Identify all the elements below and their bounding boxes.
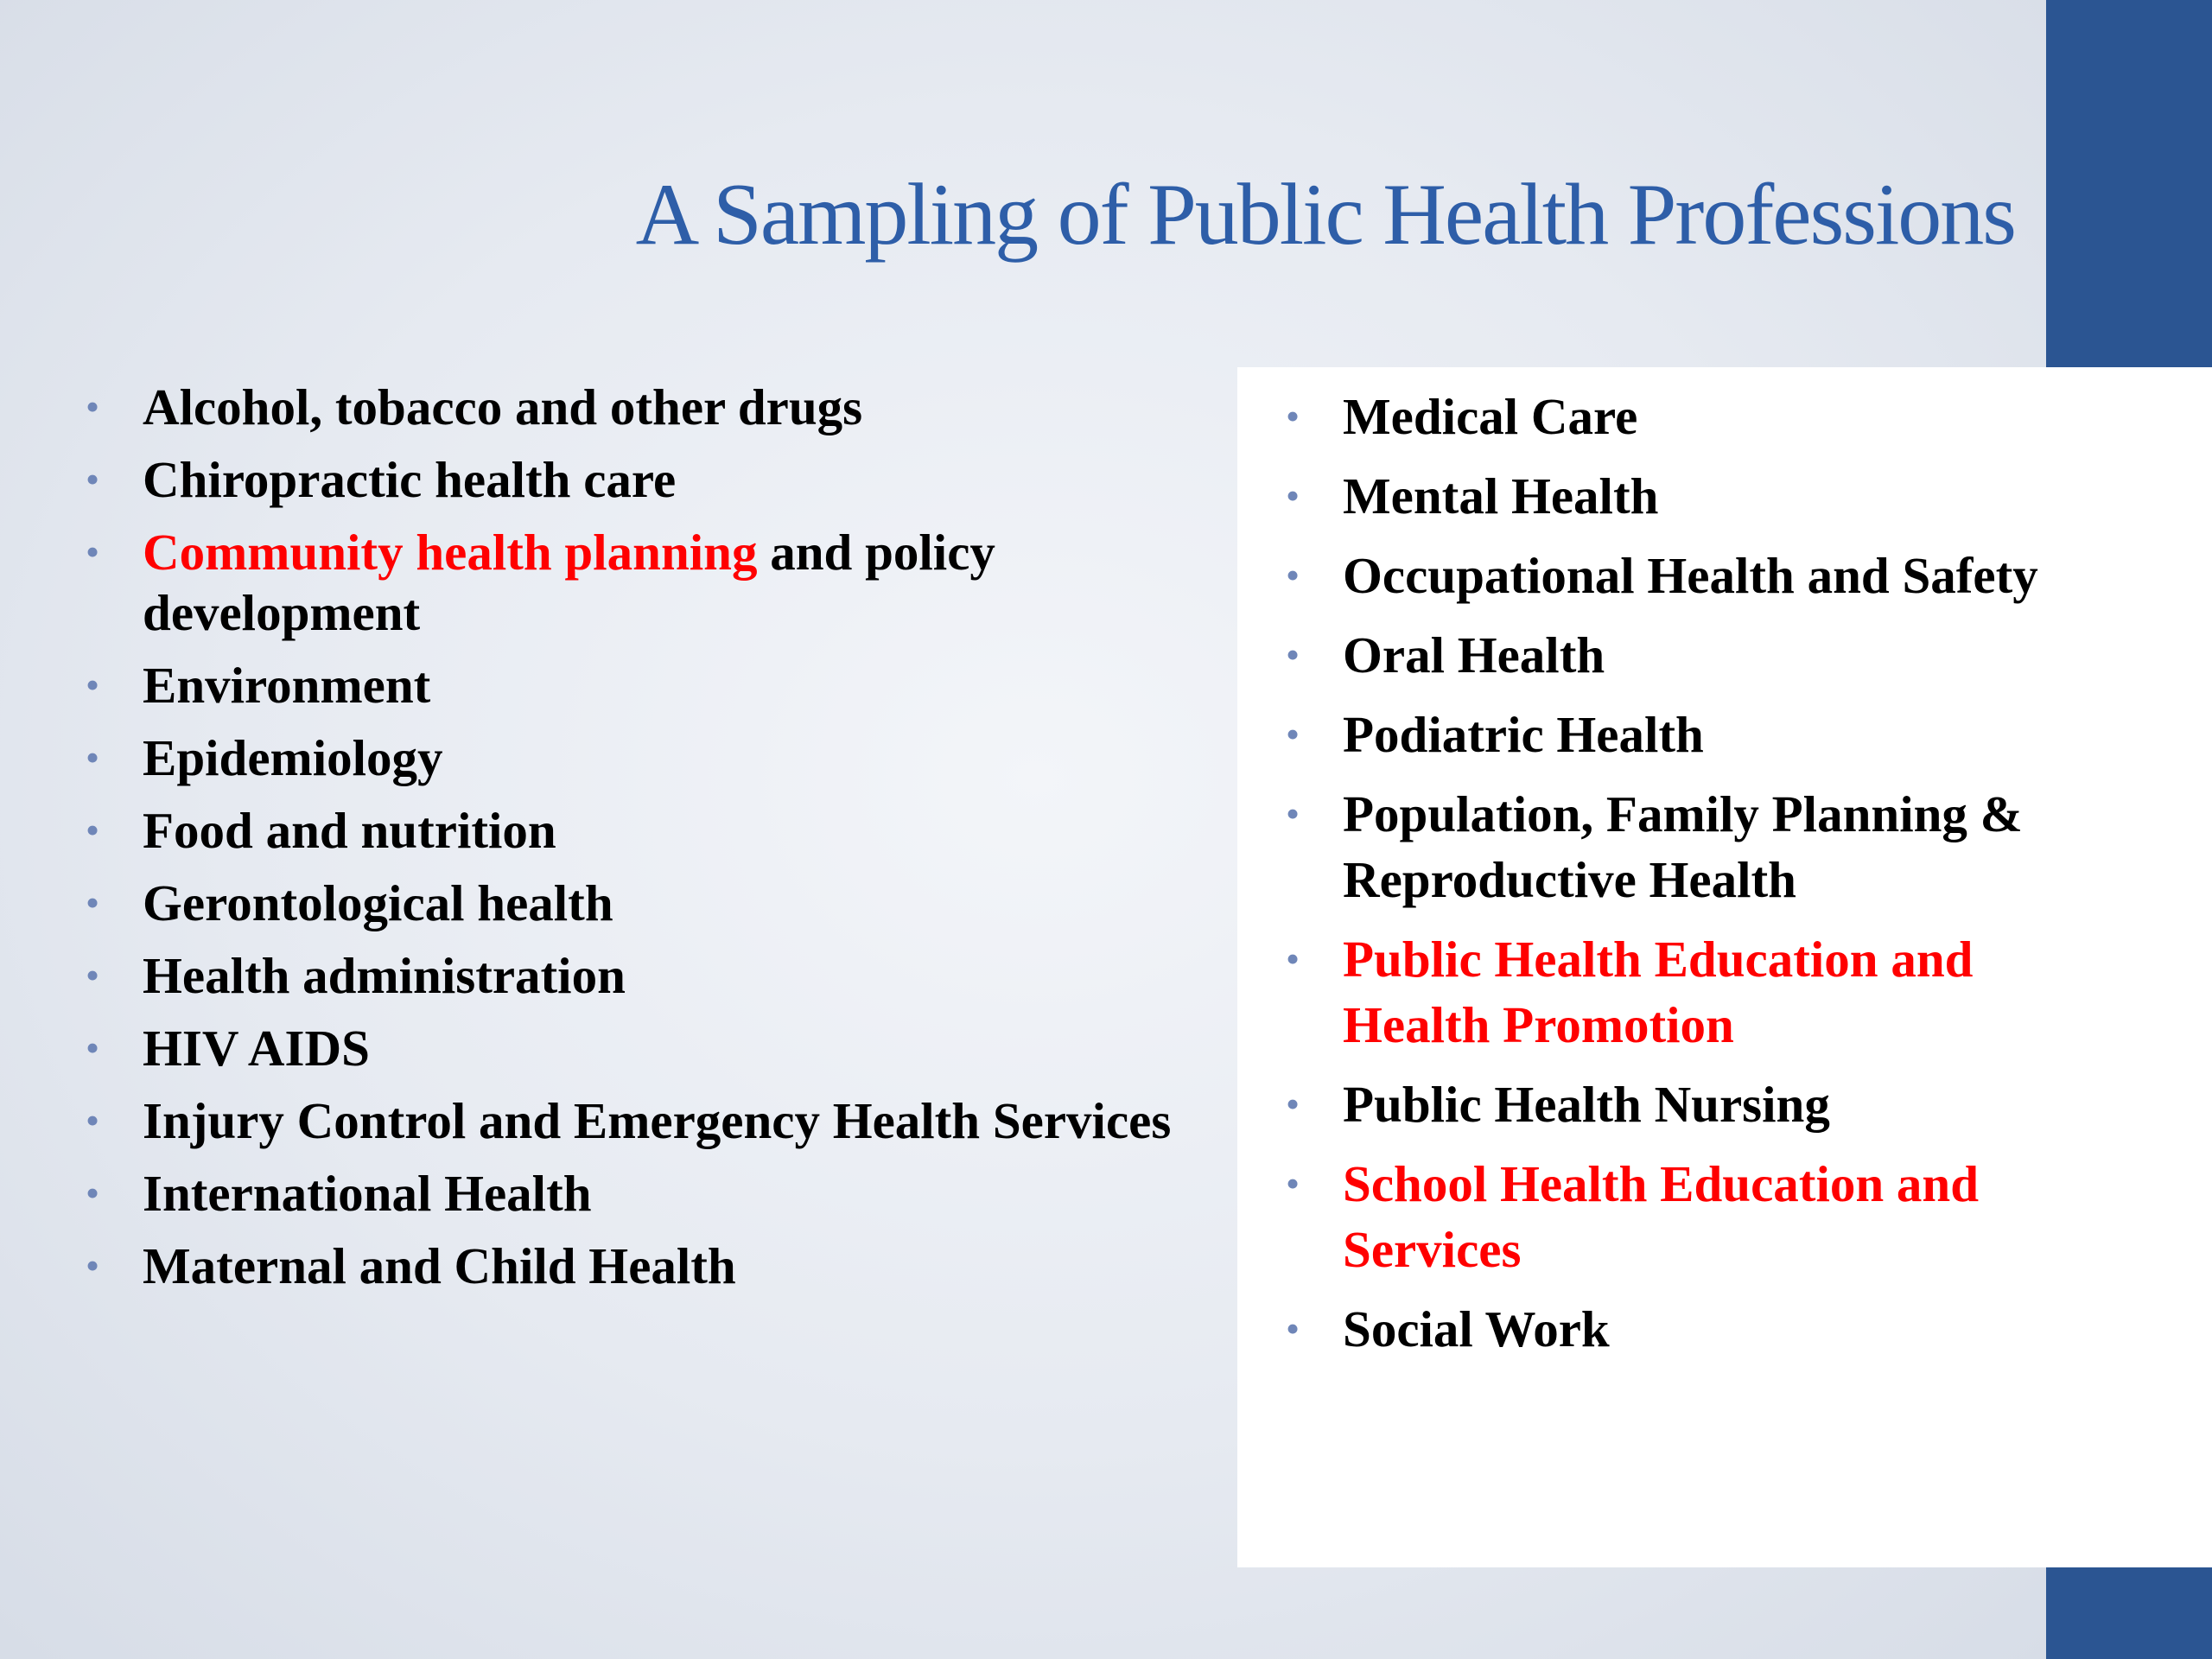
list-item-text: Medical Care (1343, 388, 1638, 445)
bullet-icon: • (1286, 1082, 1300, 1126)
bullet-icon: • (1286, 553, 1300, 597)
bullet-icon: • (1286, 632, 1300, 677)
list-item (1286, 384, 2120, 449)
highlighted-text: Community health planning (143, 524, 758, 581)
list-item (86, 449, 1188, 510)
list-item-text: Environment (143, 657, 431, 714)
list-item-text: Epidemiology (143, 729, 443, 786)
list-item-text: Chiropractic health care (143, 451, 677, 508)
accent-bar-bottom (2046, 1567, 2212, 1659)
list-item-text: International Health (143, 1165, 592, 1222)
list-item (1286, 1151, 2120, 1282)
bullet-icon: • (86, 385, 100, 429)
bullet-icon: • (86, 1171, 100, 1215)
list-item-text: and policy development (143, 524, 995, 641)
bullet-icon: • (86, 530, 100, 574)
bullet-icon: • (1286, 1306, 1300, 1351)
list-item-text: Occupational Health and Safety (1343, 547, 2038, 604)
list-item-text: Oral Health (1343, 626, 1605, 683)
list-item (86, 1018, 1188, 1078)
bullet-icon: • (86, 880, 100, 925)
list-item (1286, 543, 2120, 608)
bullet-icon: • (86, 663, 100, 707)
bullet-icon: • (86, 735, 100, 779)
list-item (1286, 781, 2120, 912)
list-item-text: Injury Control and Emergency Health Services (143, 1092, 1172, 1149)
highlighted-text: School Health Education and Services (1343, 1155, 1980, 1278)
list-item-text: Public Health Nursing (1343, 1076, 1830, 1133)
list-item (86, 873, 1188, 933)
list-item (86, 1236, 1188, 1296)
list-item (1286, 702, 2120, 767)
list-item (1286, 1296, 2120, 1362)
bullet-icon: • (1286, 937, 1300, 981)
list-item-text: Alcohol, tobacco and other drugs (143, 378, 863, 435)
list-item (86, 377, 1188, 437)
list-item-text: Gerontological health (143, 874, 613, 931)
list-item (1286, 622, 2120, 688)
list-item (86, 945, 1188, 1006)
list-item (1286, 463, 2120, 529)
list-item-text: Population, Family Planning & Reproductive Health (1343, 785, 2023, 908)
list-item-text: Mental Health (1343, 467, 1659, 524)
accent-bar-top (2046, 0, 2212, 367)
bullet-icon: • (86, 1098, 100, 1142)
bullet-icon: • (1286, 712, 1300, 756)
slide-title: A Sampling of Public Health Professions (635, 166, 2015, 264)
list-item (1286, 1071, 2120, 1137)
list-item-text: Maternal and Child Health (143, 1237, 736, 1294)
list-item-text: HIV AIDS (143, 1020, 370, 1077)
list-item (86, 655, 1188, 715)
list-item-text: Social Work (1343, 1300, 1610, 1357)
list-item (86, 728, 1188, 788)
bullet-icon: • (1286, 1161, 1300, 1205)
left-bullet-list (86, 377, 1188, 1308)
list-item (86, 1163, 1188, 1224)
list-item-text: Food and nutrition (143, 802, 556, 859)
list-item-text: Health administration (143, 947, 626, 1004)
list-item-text: Podiatric Health (1343, 706, 1704, 763)
bullet-icon: • (1286, 474, 1300, 518)
right-bullet-list (1286, 384, 2120, 1376)
list-item (1286, 926, 2120, 1058)
bullet-icon: • (86, 808, 100, 852)
bullet-icon: • (1286, 791, 1300, 836)
list-item (86, 522, 1188, 643)
bullet-icon: • (1286, 394, 1300, 438)
list-item (86, 800, 1188, 861)
bullet-icon: • (86, 1026, 100, 1070)
list-item (86, 1090, 1188, 1151)
highlighted-text: Public Health Education and Health Promotion (1343, 931, 1974, 1053)
bullet-icon: • (86, 457, 100, 501)
bullet-icon: • (86, 1243, 100, 1287)
bullet-icon: • (86, 953, 100, 997)
